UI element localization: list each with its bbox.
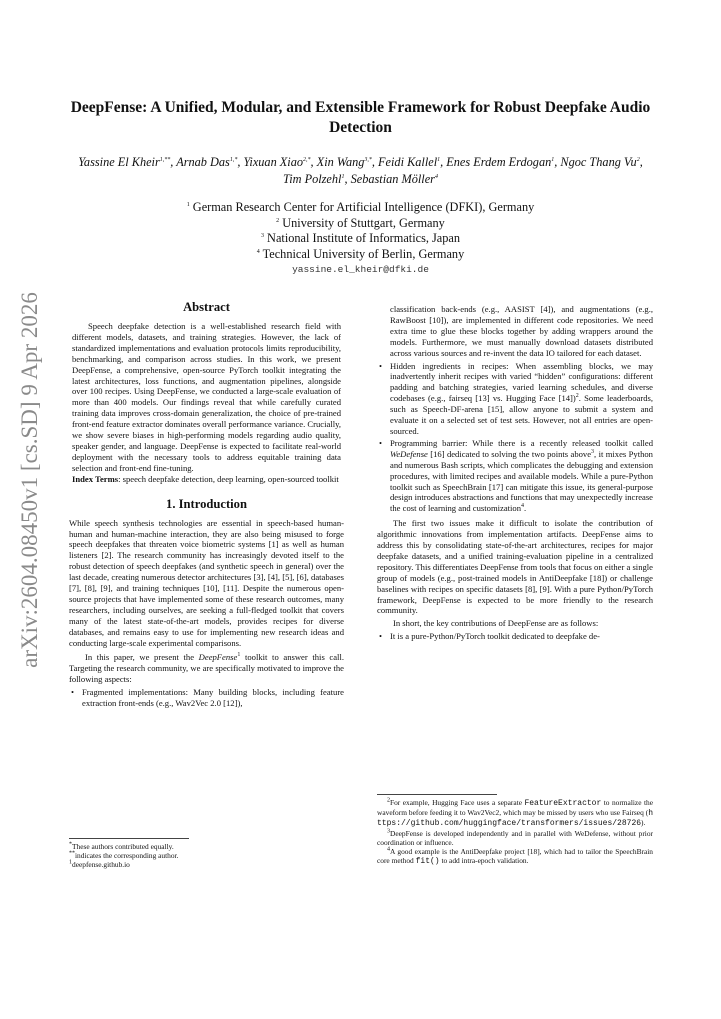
list-item-contribution-1: • It is a pure-Python/PyTorch toolkit dedicated to deepfake de- — [377, 631, 653, 642]
right-column — [377, 304, 653, 643]
footnote-rule-right — [377, 794, 497, 795]
intro-paragraph-2: In this paper, we present the DeepFense$^1$ toolkit to answer this call. Targeting the research community, we are specifically motivated to improve the following aspects: — [69, 652, 344, 685]
footnote-ref-1: 1 — [237, 652, 241, 659]
intro-paragraph-3: The first two issues make it difficult to isolate the contribution of algorithmic innovations from implementation artifacts. DeepFense aims to address this by consolidating state-of-the-art architectures, recipes for major deepfake datasets, and a unified training-evaluation pipeline in a centralized repository. This differentiates DeepFense from tools that focus on either a single group of models (e.g., post-trained models in AntiDeepfake [18]) or challenge baselines with recipes on specific datasets [8], [9]. With a pure Python/PyTorch framework, DeepFense is expected to be more friendly to the research community. — [377, 518, 653, 616]
toolkit-name: DeepFense — [198, 652, 238, 663]
bullet1-continuation: classification back-ends (e.g., AASIST [4]), and augmentations (e.g., RawBoost [10]), are implemented in different code repositories. We need extra time to glue these blocks together by adding wrappers around the models. Furthermore, we must manually download datasets distributed across various sources and re-invent the data IO tailored for each dataset. — [390, 304, 653, 358]
footnotes-right — [377, 788, 653, 866]
paper-title: DeepFense: A Unified, Modular, and Extensible Framework for Robust Deepfake Audio Detection — [70, 99, 651, 136]
intro-paragraph-4: In short, the key contributions of DeepFense are as follows: — [393, 618, 599, 629]
author-list: Yassine El Kheir$^{1,**}$, Arnab Das$^{1,*}$, Yixuan Xiao$^{2,*}$, Xin Wang$^{3,*}$, Feidi Kallel$^1$, Enes Erdem Erdogan$^1$, Ngoc Thang Vu$^2$, Tim Polzehl$^1$, Sebastian Möller$^4$ — [78, 155, 643, 186]
index-terms-text: : speech deepfake detection, deep learning, open-sourced toolkit — [118, 473, 339, 484]
footnote-1-link[interactable]: deepfense.github.io — [72, 860, 130, 870]
affiliation-2: $^2$ University of Stuttgart, Germany — [276, 215, 445, 230]
list-item-fragmented: • Fragmented implementations: Many building blocks, including feature extraction front-ends (e.g., Wav2Vec 2.0 [12]), — [69, 687, 344, 709]
affiliation-4: $^4$ Technical University of Berlin, Germany — [256, 246, 465, 261]
footnote-3: $^3$DeepFense is developed independently and in parallel with WeDefense, without prior coordination or influence. — [377, 828, 653, 847]
footnote-corresponding: **indicates the corresponding author. — [69, 850, 179, 861]
index-terms-label: Index Terms — [72, 473, 119, 484]
abstract-body: Speech deepfake detection is a well-established research field with different models, datasets, and training strategies. However, the lack of standardized implementations and evaluation protocols limits reproducibility, benchmarking, and comparison across studies. In this work, we present DeepFense, a comprehensive, open-source PyTorch toolkit integrating the latest architectures, loss functions, and augmentation pipelines, alongside over 100 recipes. Using DeepFense, we conducted a large-scale evaluation of more than 400 models. Our findings reveal that while carefully curated training data improves cross-domain generalization, the choice of pre-trained front-end feature extractor dominates overall performance variance. Crucially, we show severe biases in high-performing models regarding audio quality, speaker gender, and language. DeepFense is expected to facilitate real-world deployment with the necessary tools to address equitable training data selection and front-end fine-tuning. — [72, 321, 341, 473]
left-column — [69, 300, 344, 710]
arxiv-id-text: arXiv:2604.08450v1 [cs.SD] 9 Apr 2026 — [17, 292, 42, 668]
contact-email[interactable]: yassine.el_kheir@dfki.de — [292, 264, 429, 275]
aspects-list-continued — [377, 361, 653, 515]
aspects-list — [69, 687, 344, 709]
footnote-rule — [69, 838, 189, 839]
contributions-list — [377, 631, 653, 642]
list-item-hidden-ingredients: • Hidden ingredients in recipes: When assembling blocks, we may inadvertently inherit recipes with varied “hidden” configurations: different padding and batching strategies, varied learning schedules, and diverse codebases (e.g., fairseq [13] vs. Hugging Face [14])$^2$. Some leaderboards, such as Speech-DF-arena [15], allow anyone to submit a system and evaluate it on a selected set of test sets. However, not all entries are open-sourced. — [377, 361, 653, 437]
arxiv-side-identifier — [10, 292, 50, 668]
footnote-1: $^1$deepfense.github.io — [69, 859, 130, 870]
abstract-heading: Abstract — [183, 300, 230, 314]
footnote-equal: *These authors contributed equally. — [69, 841, 174, 851]
index-terms — [72, 474, 341, 485]
footnote-2: $^2$For example, Hugging Face uses a separate FeatureExtractor to normalize the waveform before feeding it to Wav2Vec2, which may be missed by users who use Fairseq (https://github.com/huggingface/transformers/issues/28726). — [377, 797, 653, 829]
footnote-2-link[interactable]: https://github.com/huggingface/transformers/issues/28726 — [377, 809, 653, 829]
introduction-heading: 1. Introduction — [166, 496, 247, 511]
affiliation-3: $^3$ National Institute of Informatics, Japan — [260, 231, 460, 245]
intro-paragraph-1: While speech synthesis technologies are essential in speech-based human-human and human-machine interaction, they are also being misused to forge speech deepfakes that threaten voice biometric systems [1] as well as human listeners [2]. The research community has increasingly devoted itself to the robust detection of speech deepfakes (and synthetic speech in general) over the last decade, creating numerous detector architectures [3], [4], [5], [6], databases [7], [8], [9], and training techniques [10], [11]. Despite the numerous open-source projects that have implemented some of these research outcomes, many researchers, including ourselves, are seeking a full-fledged toolkit that covers many of the latest state-of-the-art models, provides recipes for diverse databases, and remains easy to use for implementing new research ideas and conducting large-scale experimental comparisons. — [69, 517, 344, 648]
list-item-programming-barrier: • Programming barrier: While there is a recently released toolkit called WeDefense [16] dedicated to solving the two points above$^3$, it mixes Python and numerous Bash scripts, which complicates the debugging and extension procedures, with limited recipes and available models. While a pure-Python toolkit such as SpeechBrain [17] can mitigate this issue, its general-purpose design introduces abstractions and functions that may unexpectedly increase the cost of learning and customization$^4$. — [377, 438, 653, 514]
affiliation-1: $^1$ German Research Center for Artificial Intelligence (DFKI), Germany — [186, 200, 535, 214]
footnotes-left — [69, 832, 344, 870]
abstract-section — [69, 321, 344, 485]
affiliations — [60, 200, 661, 278]
footnote-4: $^4$A good example is the AntiDeepfake project [18], which had to tailor the SpeechBrain core method fit() to add intra-epoch validation. — [377, 846, 653, 867]
